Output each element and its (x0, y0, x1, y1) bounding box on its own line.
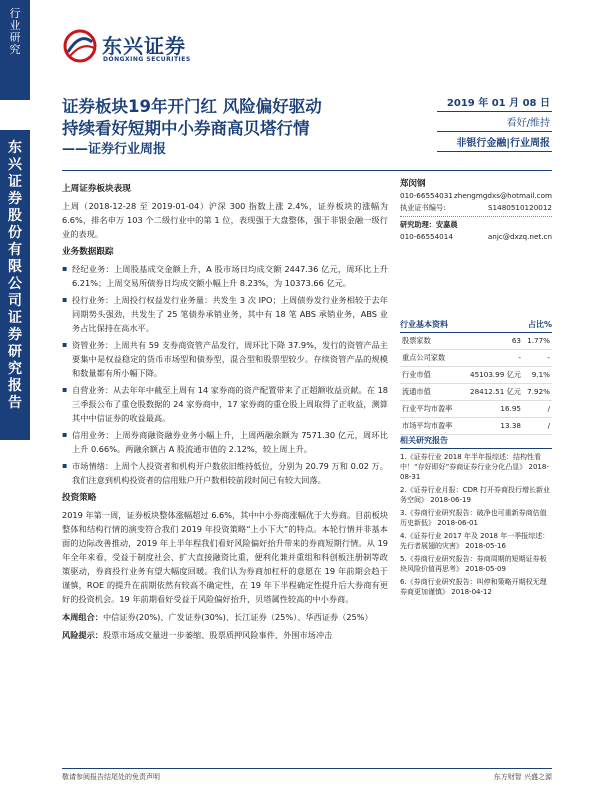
assistant-phone: 010-66554014 (400, 232, 453, 241)
table-cell: 股票家数 (402, 336, 431, 345)
list-item: ▪ 资管业务：上周共有 59 支券商资管产品发行，周环比下降 37.9%，发行的资管产品主要集中是权益稳定的货币市场型和债券型，混合型和股票型较少。存续资管产品的规模和数量都有所小幅下降。 (62, 338, 388, 380)
sidebar-char: 证 (8, 310, 22, 326)
list-item: ▪ 自营业务：从去年年中截至上周有 14 家券商的资产配置带来了正超额收益贡献。在 18 三季报公布了重仓股数据的 24 家券商中，17 家券商的重仓股上周取得了正收益，测算其中中信证券的收益最高。 (62, 383, 388, 425)
related-report-title: 3.《券商行业研究报告：破净也可重新券商估值历史新低》 (400, 509, 547, 527)
related-report-date: 2018-05-09 (465, 565, 506, 573)
analyst-cert-number: S1480510120012 (487, 203, 552, 212)
page-footer (62, 768, 552, 782)
report-title (62, 96, 422, 160)
table-cell: 45103.99 亿元 (470, 370, 521, 379)
analyst-email[interactable]: zhengmgdxs@hotmail.com (454, 191, 552, 200)
related-report-date: 2018-04-12 (451, 588, 492, 596)
related-report-date: 2018-05-16 (465, 542, 506, 550)
table-cell: 1.77% (527, 336, 550, 345)
table-cell: 流通市值 (402, 387, 431, 396)
table-cell: - (547, 353, 550, 362)
table-header-right: 占比% (527, 320, 552, 329)
analyst-divider (400, 216, 552, 217)
table-cell: 市场平均市盈率 (402, 421, 453, 430)
sidebar-char: 东 (8, 140, 22, 156)
related-report-item[interactable] (400, 508, 552, 528)
related-reports (400, 436, 552, 600)
analyst-block (400, 178, 552, 243)
title-subtitle: ——证券行业周报 (62, 142, 167, 157)
table-cell: - (518, 353, 521, 362)
sidebar-char: 行 (9, 7, 21, 20)
footer-disclaimer: 敬请参阅报告结尾处的免责声明 (62, 773, 160, 781)
sidebar (0, 0, 30, 800)
sidebar-char: 研 (8, 344, 22, 360)
assistant-email[interactable]: anjc@dxzq.net.cn (487, 232, 552, 241)
assistant-label: 研究助理： (400, 220, 436, 229)
main-content (62, 178, 388, 646)
related-report-item[interactable] (400, 554, 552, 574)
portfolio-line (62, 610, 388, 624)
table-cell: 重点公司家数 (402, 353, 446, 362)
logo-name-cn: 东兴证券 (102, 34, 186, 58)
section-title-performance: 上周证券板块表现 (62, 184, 131, 194)
analyst-cert-label: 执业证书编号: (400, 203, 446, 212)
related-report-item[interactable] (400, 577, 552, 597)
section-title-business: 业务数据跟踪 (62, 247, 114, 257)
strategy-paragraph: 2019 年第一周，证券板块整体涨幅超过 6.6%，其中中小券商涨幅优于大券商。目前板块整体和结构行情的演变符合我们 2019 年投资策略“上小下大”的特点。本轮行情并非基本面的边际改善推动，2019 年上半年程我们看好风险偏好抬升带来的券商短期行情。从 19 年全年来看，受益于制度社会、扩大直接融资比重，便利化兼并重组和科创板注册制等政策驱动，券商投行业务有望大幅度回暖。我们认为券商加杠杆的意愿在 19 年前期会趋于谨慎，ROE 的提升在前期依然有较高不确定性，在 19 年下半程确定性提升后大券商有更好的投资机会。19 年前期看好受益于风险偏好抬升，贝塔属性较高的中小券商。 (62, 510, 388, 604)
table-cell: 28412.51 亿元 (470, 387, 521, 396)
sidebar-char: 份 (8, 225, 22, 241)
sidebar-char: 证 (8, 174, 22, 190)
logo-name-en: DONGXING SECURITIES (103, 56, 191, 63)
list-item: ▪ 投行业务：上周投行权益发行业务量：共发生 3 次 IPO；上周债券发行业务相较于去年同期势头强劲，共发生了 25 笔债券承销业务，其中有 18 笔 ABS 承销业务，ABS 业务占比保持在高水平。 (62, 293, 388, 335)
portfolio-label: 本周组合： (62, 612, 103, 622)
table-row (400, 401, 552, 418)
sidebar-char: 公 (8, 276, 22, 292)
analyst-name: 郑闵钢 (400, 179, 426, 189)
related-report-title: 1.《证券行业 2018 年半年报综述：结构性看中！“存好即好”券商证券行业分化凸显》 (400, 453, 541, 471)
table-row (400, 367, 552, 384)
sidebar-char: 限 (8, 259, 22, 275)
sidebar-company-label (0, 130, 30, 440)
risk-line (62, 628, 388, 642)
title-line-1: 证券板块19年开门红 风险偏好驱动 (62, 97, 322, 116)
related-report-title: 6.《券商行业研究报告：叫停和策略开期权无理券商更加谨慎》 (400, 578, 547, 596)
sidebar-char: 告 (8, 395, 22, 411)
related-report-item[interactable] (400, 452, 552, 482)
sidebar-char: 券 (8, 327, 22, 343)
list-item: ▪ 信用业务：上周券商融资融券业务小幅上升，上周两融余额为 7571.30 亿元，周环比上升 0.66%。两融余额占 A 股流通市值的 2.12%，较上周上升。 (62, 428, 388, 456)
assistant-name: 安嘉晨 (435, 220, 458, 229)
list-item: ▪ 市场情绪：上周个人投资者和机构开户数依旧维持低位，分别为 20.79 万和 0.02 万。我们注意到机构投资者的信用账户开户数相较前段时间已有较大回落。 (62, 459, 388, 487)
sidebar-char: 司 (8, 293, 22, 309)
related-report-title: 4.《证券行业 2017 年及 2018 年一季报综述：先行者展翅的灾害》 (400, 532, 550, 550)
sidebar-char: 究 (8, 361, 22, 377)
related-report-item[interactable] (400, 485, 552, 505)
header-divider (62, 170, 552, 171)
sidebar-char: 券 (8, 191, 22, 207)
assistant-row (400, 219, 552, 231)
logo-mark-icon (62, 28, 98, 64)
report-category: 非银行金融|行业周报 (437, 132, 552, 152)
sidebar-char: 报 (8, 378, 22, 394)
risk-text: 股票市场成交量进一步萎缩、股票质押风险事件、外围市场冲击 (102, 630, 333, 640)
related-report-date: 2018-08-31 (400, 463, 549, 481)
report-info-box (437, 93, 552, 152)
sidebar-char: 研 (9, 31, 21, 44)
table-cell: / (547, 404, 550, 413)
footer-slogan: 东方财智 兴盛之源 (493, 773, 552, 781)
table-cell: 行业平均市盈率 (402, 404, 453, 413)
sidebar-char: 业 (9, 19, 21, 32)
right-column (400, 178, 552, 435)
sidebar-char: 究 (9, 43, 21, 56)
table-cell: 16.95 (500, 404, 521, 413)
related-report-item[interactable] (400, 531, 552, 551)
related-report-date: 2018-06-19 (430, 496, 471, 504)
table-row (400, 418, 552, 435)
analyst-phone: 010-66554031 (400, 191, 453, 200)
related-reports-title: 相关研究报告 (400, 436, 552, 449)
company-logo (62, 26, 222, 72)
report-date: 2019 年 01 月 08 日 (437, 93, 552, 112)
table-cell: 行业市值 (402, 370, 431, 379)
list-item: ▪ 经纪业务：上周股基成交金额上升，A 股市场日均成交额 2447.36 亿元，周环比上升 6.21%；上周交易所债券日均成交额小幅上升 8.23%，为 10373.66 亿元。 (62, 262, 388, 290)
table-cell: 9.1% (531, 370, 550, 379)
table-row (400, 384, 552, 401)
related-report-title: 5.《券商行业研究报告：券商周期的短期证券板块风险价值再思考》 (400, 555, 547, 573)
sidebar-char: 兴 (8, 157, 22, 173)
sidebar-section-label (0, 0, 30, 100)
industry-data-table (400, 319, 552, 435)
table-cell: / (547, 421, 550, 430)
risk-label: 风险提示： (62, 630, 103, 640)
table-row (400, 333, 552, 350)
related-report-title: 2.《证券行业月报：CDR 打开券商投行增长新业务空间》 (400, 486, 551, 504)
section-title-strategy: 投资策略 (62, 493, 97, 503)
related-report-date: 2018-06-01 (437, 519, 478, 527)
title-line-2: 持续看好短期中小券商高贝塔行情 (62, 119, 310, 138)
table-header (400, 319, 552, 333)
sidebar-char: 有 (8, 242, 22, 258)
report-rating: 看好/维持 (437, 112, 552, 132)
portfolio-text: 中信证券(20%)、广发证券(30%)、长江证券（25%）、华西证券（25%） (102, 612, 373, 622)
table-header-left: 行业基本资料 (400, 320, 448, 329)
table-cell: 63 (511, 336, 521, 345)
table-cell: 13.38 (500, 421, 521, 430)
assistant-contact (400, 231, 552, 243)
table-row (400, 350, 552, 367)
business-list (62, 262, 388, 487)
table-cell: 7.92% (527, 387, 550, 396)
analyst-cert (400, 202, 552, 214)
performance-paragraph: 上周（2018-12-28 至 2019-01-04）沪深 300 指数上涨 2.4%，证券板块的涨幅为 6.6%，排名申万 103 个二级行业中的第 1 位，表现强于大盘整体，强于非银金融一级行业的表现。 (62, 201, 388, 239)
sidebar-char: 股 (8, 208, 22, 224)
analyst-contact (400, 190, 552, 202)
